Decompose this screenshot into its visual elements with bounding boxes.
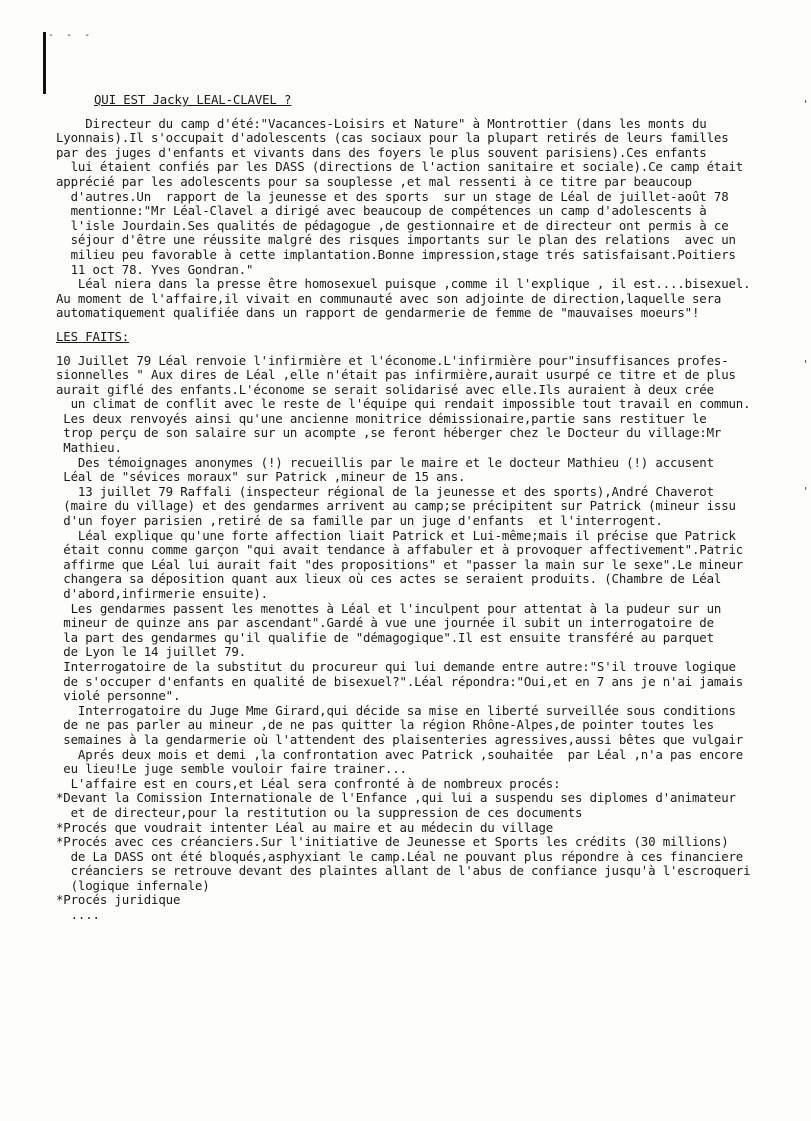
intro-text-line: l'isle Jourdain.Ses qualités de pédagogue ,de gestionnaire et de directeur ont permis à ce xyxy=(56,217,729,233)
facts-text-line: (maire du village) et des gendarmes arrivent au camp;se précipitent sur Patrick (mineur issu xyxy=(56,498,736,514)
intro-text-line: séjour d'être une réussite malgré des risques importants sur le plan des relations avec un xyxy=(56,232,736,248)
intro-text-line: automatiquement qualifiée dans un rapport de gendarmerie de femme de "mauvaises moeurs"! xyxy=(56,305,700,321)
intro-text-line: par des juges d'enfants et vivants dans des foyers le plus souvent parisiens).Ces enfants xyxy=(56,144,707,160)
facts-text-line: 10 Juillet 79 Léal renvoie l'infirmière et l'économe.L'infirmière pour"insuffisances profes- xyxy=(56,352,729,368)
margin-dots: - - - xyxy=(48,30,94,41)
facts-text-line: d'abord,infirmerie ensuite). xyxy=(56,586,268,601)
facts-text-line: sionnelles " Aux dires de Léal ,elle n'était pas infirmière,aurait usurpé ce titre et de plus xyxy=(56,367,736,383)
facts-text-line: *Devant la Comission Internationale de l'Enfance ,qui lui a suspendu ses diplomes d'animateur xyxy=(56,790,736,806)
intro-text-line: Lyonnais).Il s'occupait d'adolescents (cas sociaux pour la plupart retirés de leurs familles xyxy=(56,130,729,146)
intro-text-line: Léal niera dans la presse être homosexuel puisque ,comme il l'explique , il est....bisexuel. xyxy=(56,276,751,292)
facts-text-line: Des témoignages anonymes (!) recueillis par le maire et le docteur Mathieu (!) accusent xyxy=(56,454,714,470)
facts-text-line: 13 juillet 79 Raffali (inspecteur régional de la jeunesse et des sports),André Chaverot xyxy=(56,483,714,499)
facts-text-line: changera sa déposition quant aux lieux où ces actes se seraient produits. (Chambre de Léal xyxy=(56,571,722,587)
intro-text-line: 11 oct 78. Yves Gondran." xyxy=(56,261,254,277)
facts-text-line: Léal explique qu'une forte affection liait Patrick et Lui-même;mais il précise que Patrick xyxy=(56,527,736,543)
facts-heading: LES FAITS: xyxy=(56,328,130,344)
edge-mark: ' xyxy=(802,485,809,498)
facts-text-line: Interrogatoire du Juge Mme Girard,qui décide sa mise en liberté surveillée sous conditions xyxy=(56,702,736,718)
edge-mark: ' xyxy=(802,98,809,111)
facts-text-line: de La DASS ont été bloqués,asphyxiant le camp.Léal ne pouvant plus répondre à ces financiere xyxy=(56,848,744,864)
facts-text-line: Léal de "sévices moraux" sur Patrick ,mineur de 15 ans. xyxy=(56,469,466,485)
intro-section xyxy=(56,117,808,321)
facts-text-line: *Procés que voudrait intenter Léal au maire et au médecin du village xyxy=(56,819,554,835)
facts-section xyxy=(56,354,808,923)
facts-text-line: L'affaire est en cours,et Léal sera confronté à de nombreux procés: xyxy=(56,775,561,791)
intro-text-line: mentionne:"Mr Léal-Clavel a dirigé avec beaucoup de compétences un camp d'adolescents à xyxy=(56,203,707,219)
facts-text-line: eu lieu!Le juge semble vouloir faire trainer... xyxy=(56,761,407,777)
edge-mark: ' xyxy=(802,358,809,371)
facts-text-line: d'un foyer parisien ,retiré de sa famille par un juge d'enfants et l'interrogent. xyxy=(56,513,663,529)
facts-text-line: trop perçu de son salaire sur un acompte ,se feront héberger chez le Docteur du village:Mr xyxy=(56,425,722,441)
intro-text-line: Directeur du camp d'été:"Vacances-Loisirs et Nature" à Montrottier (dans les monts du xyxy=(56,115,707,131)
facts-text-line: semaines à la gendarmerie où l'attendent des plaisenteries agressives,aussi bêtes que vulgair xyxy=(56,731,744,747)
facts-text-line: Les gendarmes passent les menottes à Léal et l'inculpent pour attentat à la pudeur sur un xyxy=(56,600,722,616)
facts-text-line: la part des gendarmes qu'il qualifie de "démagogique".Il est ensuite transféré au parquet xyxy=(56,629,714,645)
intro-text-line: d'autres.Un rapport de la jeunesse et des sports sur un stage de Léal de juillet-août 78 xyxy=(56,188,729,204)
facts-text-line: *Procés juridique xyxy=(56,892,181,908)
facts-text-line: Les deux renvoyés ainsi qu'une ancienne monitrice démissionaire,partie sans restituer le xyxy=(56,410,707,426)
intro-text-line: apprécié par les adolescents pour sa souplesse ,et mal ressenti à ce titre par beaucoup xyxy=(56,173,692,189)
title-heading: QUI EST Jacky LEAL-CLAVEL ? xyxy=(94,92,292,107)
facts-text-line: *Procés avec ces créanciers.Sur l'initiative de Jeunesse et Sports les crédits (30 millions) xyxy=(56,834,729,850)
facts-text-line: Interrogatoire de la substitut du procureur qui lui demande entre autre:"S'il trouve logique xyxy=(56,658,736,674)
facts-text-line: aurait giflé des enfants.L'économe se serait solidarisé avec elle.Ils auraient à deux crée xyxy=(56,381,714,397)
intro-text-line: milieu peu favorable à cette implantation.Bonne impression,stage trés satisfaisant.Poitiers xyxy=(56,246,736,262)
margin-binding-mark xyxy=(43,32,46,94)
facts-text-line: de Lyon le 14 juillet 79. xyxy=(56,644,247,660)
facts-text-line: Aprés deux mois et demi ,la confrontation avec Patrick ,souhaitée par Léal ,n'a pas encore xyxy=(56,746,744,762)
facts-text-line: de s'occuper d'enfants en qualité de bisexuel?".Léal répondra:"Oui,et en 7 ans je n'ai jamais xyxy=(56,673,744,689)
facts-text-line: créanciers se retrouve devant des plaintes allant de l'abus de confiance jusqu'à l'escroqueri xyxy=(56,863,751,879)
facts-text-line: violé personne". xyxy=(56,688,181,704)
facts-text-line: mineur de quinze ans par ascendant".Gardé à vue une journée il subit un interrogatoire de xyxy=(56,615,714,631)
facts-text-line: de ne pas parler au mineur ,de ne pas quitter la région Rhône-Alpes,de pointer toutes les xyxy=(56,717,714,733)
facts-text-line: .... xyxy=(56,907,100,923)
intro-text-line: Au moment de l'affaire,il vivait en communauté avec son adjointe de direction,laquelle sera xyxy=(56,290,722,306)
facts-text-line: et de directeur,pour la restitution ou la suppression de ces documents xyxy=(56,804,583,820)
intro-text-line: lui étaient confiés par les DASS (directions de l'action sanitaire et sociale).Ce camp était xyxy=(56,159,744,175)
facts-text-line: (logique infernale) xyxy=(56,877,210,893)
facts-text-line: était connu comme garçon "qui avait tendance à affabuler et à provoquer affectivement".Patric xyxy=(56,542,744,558)
facts-text-line: un climat de conflit avec le reste de l'équipe qui rendait impossible tout travail en commun. xyxy=(56,396,751,412)
facts-text-line: affirme que Léal lui aurait fait "des propositions" et "passer la main sur le sexe".Le mineur xyxy=(56,556,744,572)
facts-text-line: Mathieu. xyxy=(56,440,122,456)
document-body xyxy=(56,93,808,923)
